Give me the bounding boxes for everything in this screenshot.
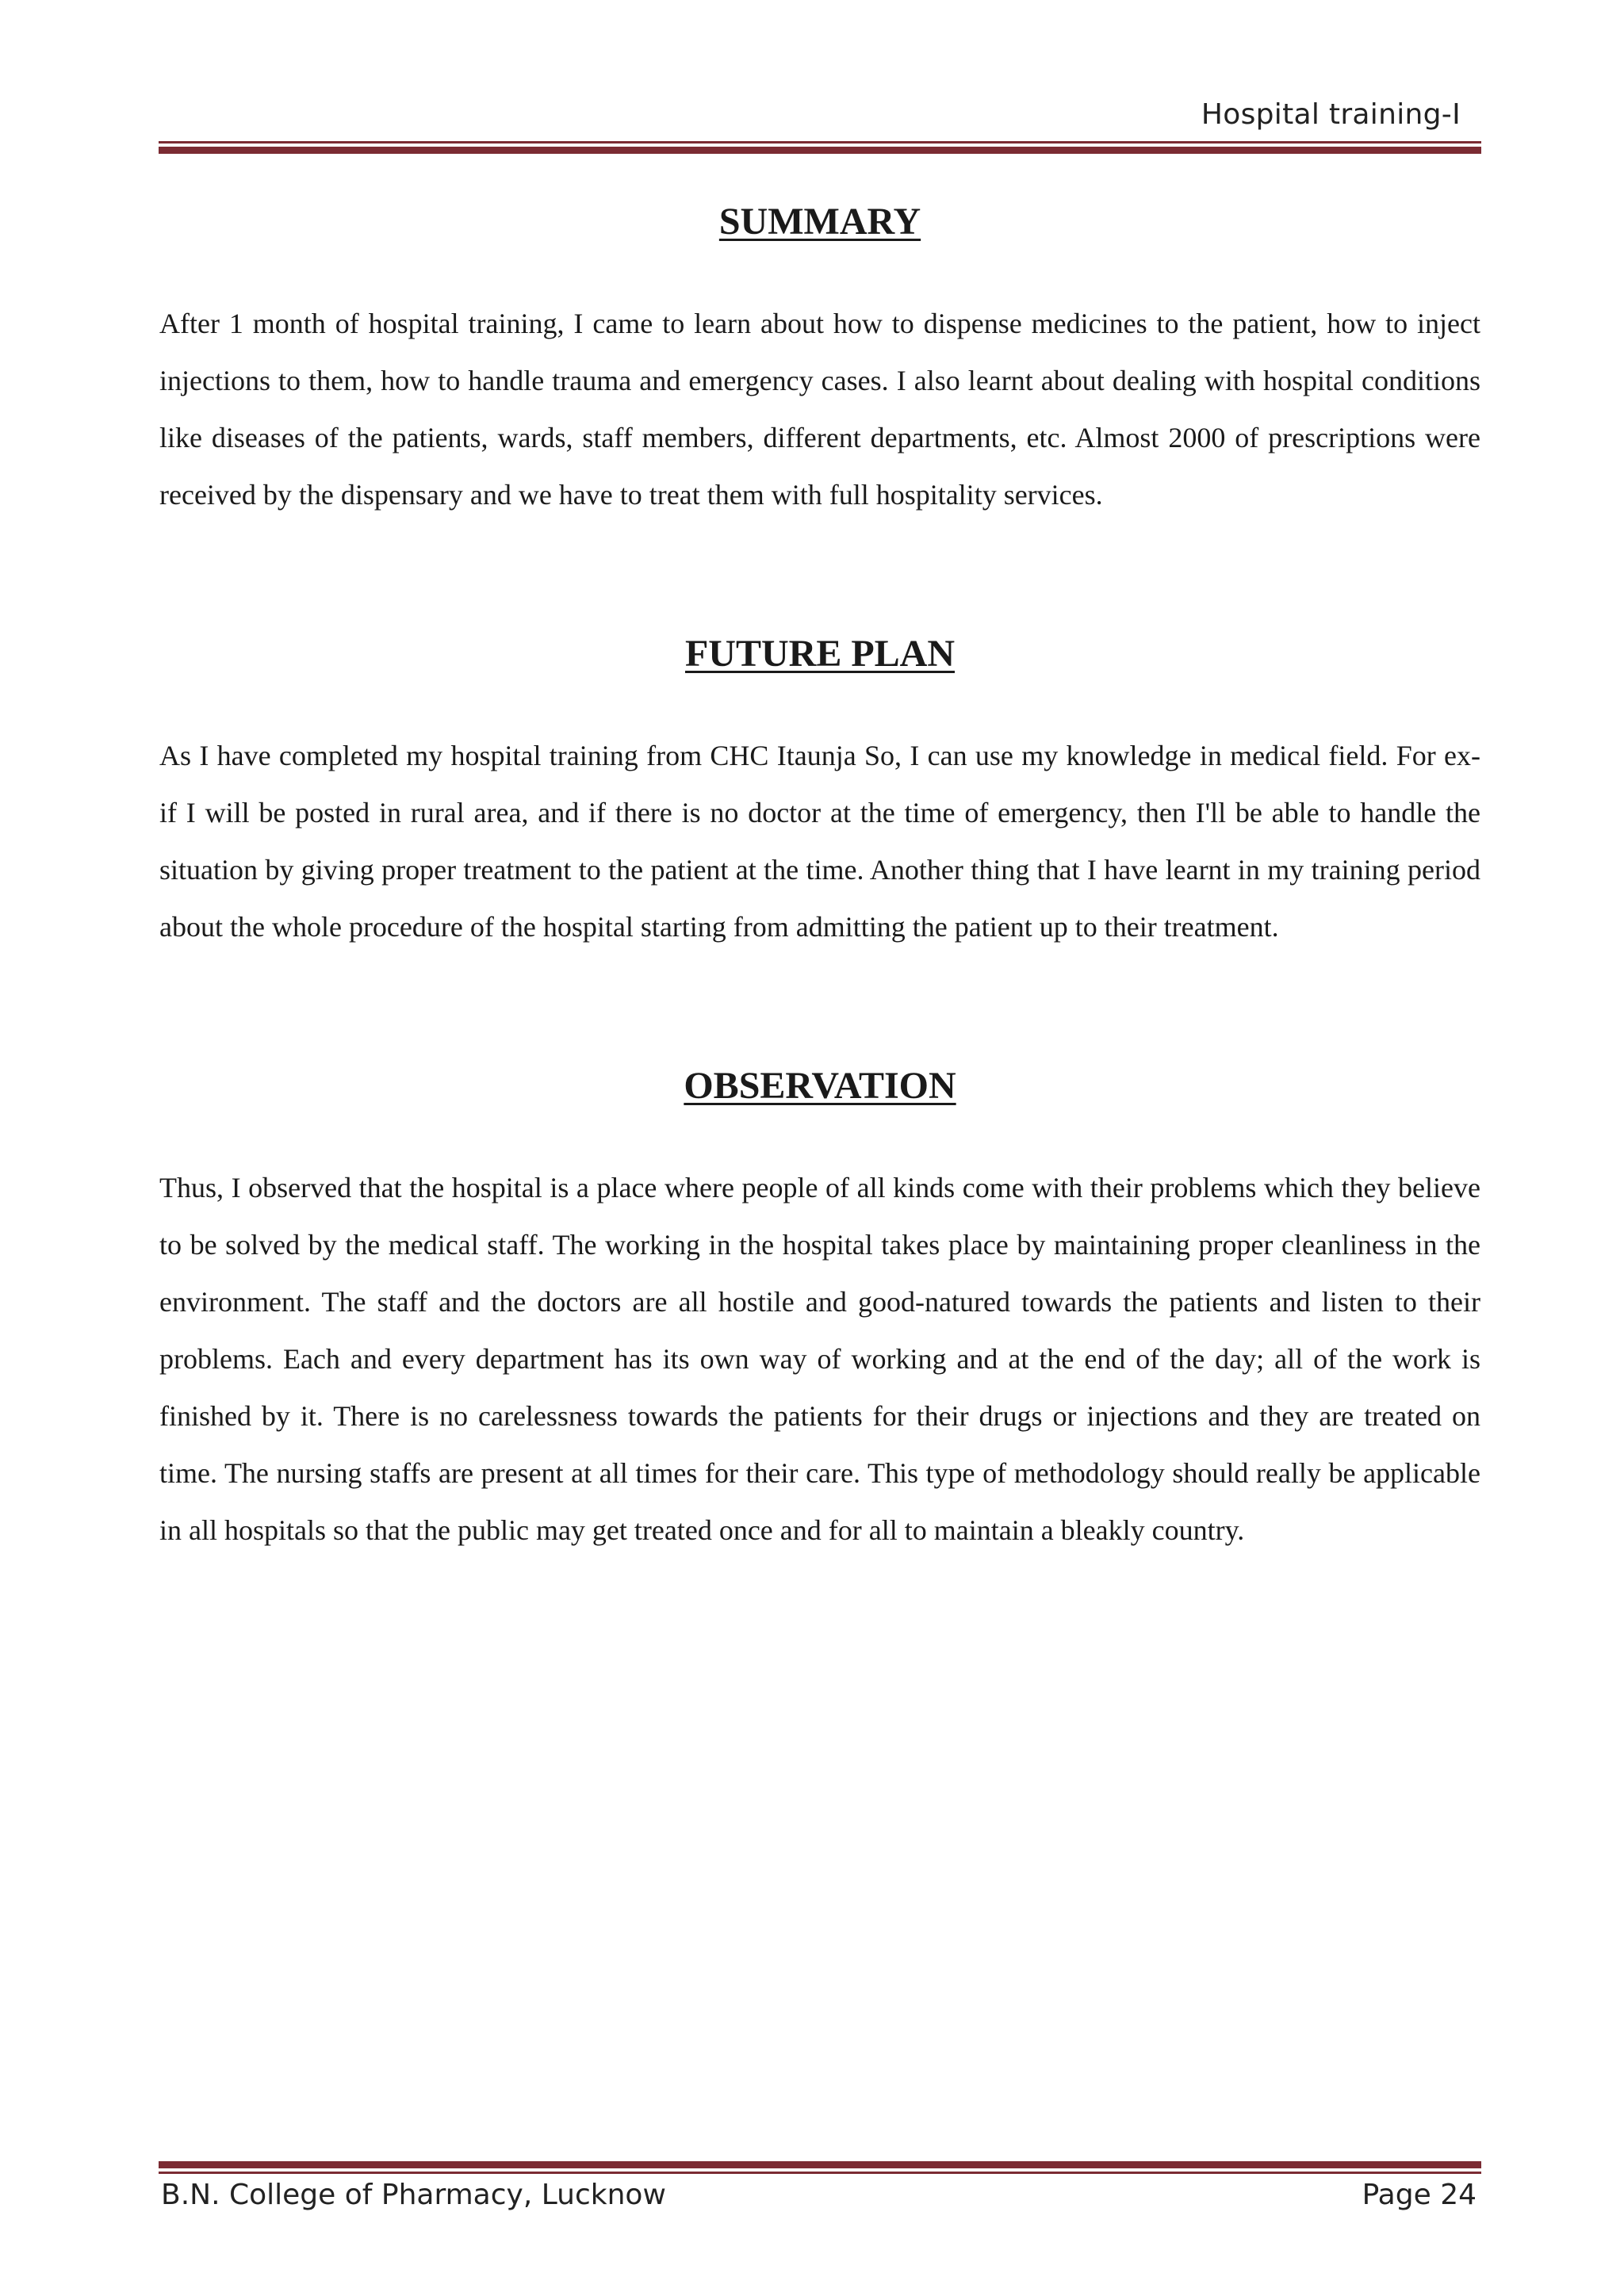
observation-paragraph: Thus, I observed that the hospital is a place where people of all kinds come with their problems which they believe to be solved by the medical staff. The working in the hospital takes place by maintaining proper cleanliness in the environment. The staff and the doctors are all hostile and good-natured towards the patients and listen to their problems. Each and every department has its own way of working and at the end of the day; all of the work is finished by it. There is no carelessness towards the patients for their drugs or injections and they are treated on time. The nursing staffs are present at all times for their care. This type of methodology should really be applicable in all hospitals so that the public may get treated once and for all to maintain a bleakly country. [159,1172,1480,1546]
summary-section [159,198,1480,523]
footer-institution: B.N. College of Pharmacy, Lucknow [161,2179,666,2211]
summary-heading: SUMMARY [718,201,921,243]
footer-rule [159,2161,1481,2174]
summary-paragraph: After 1 month of hospital training, I came to learn about how to dispense medicines to the patient, how to inject injections to them, how to handle trauma and emergency cases. I also learnt about dealing with hospital conditions like diseases of the patients, wards, staff members, different departments, etc. Almost 2000 of prescriptions were received by the dispensary and we have to treat them with full hospitality services. [159,308,1480,511]
future-plan-section [159,630,1480,955]
header-rule [159,141,1481,154]
footer-page-number: Page 24 [1362,2179,1477,2211]
future-plan-heading: FUTURE PLAN [684,633,955,675]
observation-heading: OBSERVATION [684,1065,956,1107]
future-plan-paragraph: As I have completed my hospital training from CHC Itaunja So, I can use my knowledge in medical field. For ex- if I will be posted in rural area, and if there is no doctor at the time of emergency, then I'll be able to handle the situation by giving proper treatment to the patient at the time. Another thing that I have learnt in my training period about the whole procedure of the hospital starting from admitting the patient up to their treatment. [159,740,1480,943]
observation-section [159,1062,1480,1559]
running-header-title: Hospital training-I [1201,98,1461,131]
